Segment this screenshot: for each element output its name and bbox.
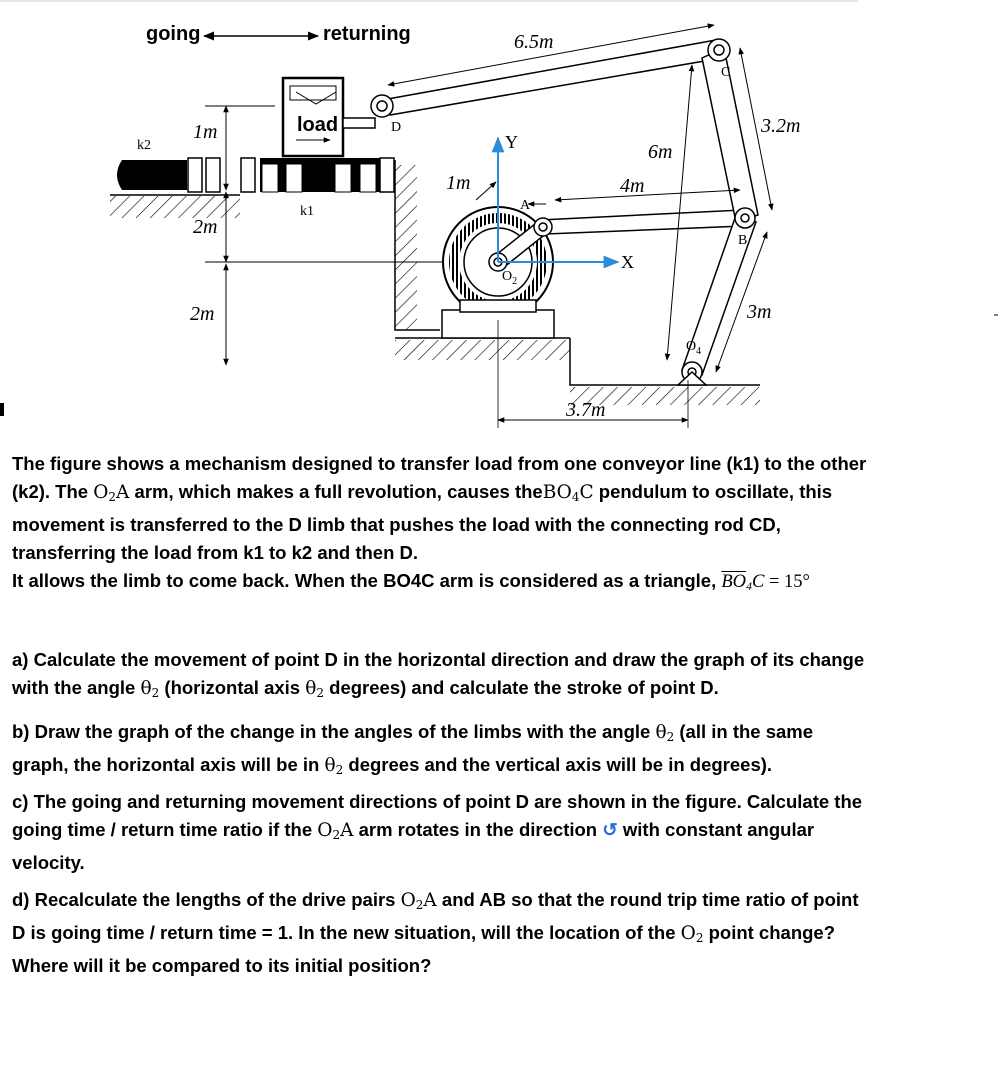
dim-1m-left: 1m (193, 121, 218, 143)
label-axis-x: X (621, 252, 634, 272)
question-c-line-1: c) The going and returning movement directions of point D are shown in the figure. Calculate the (12, 791, 863, 812)
intro-line-5: It allows the limb to come back. When the BO4C arm is considered as a triangle, $\overline{BO}_4C = 15^\circ$ (12, 570, 810, 593)
label-point-A: A (520, 198, 531, 213)
dim-2m-upper: 2m (193, 216, 218, 238)
problem-intro (12, 450, 987, 600)
question-d-line-1: d) Recalculate the lengths of the drive pairs $O_2A$ and AB so that the round trip time ratio of point (12, 889, 859, 912)
label-going: going (146, 23, 201, 45)
question-c (12, 788, 987, 877)
dim-6-5m: 6.5m (514, 31, 554, 53)
label-point-B: B (738, 233, 748, 248)
label-point-D: D (391, 120, 402, 135)
label-k2: k2 (137, 138, 151, 153)
intro-line-2: (k2). The $O_2A$ arm, which makes a full revolution, causes theBO$_4$C pendulum to oscillate, this (12, 481, 833, 504)
label-load: load (297, 114, 339, 136)
label-axis-y: Y (505, 132, 518, 152)
label-point-O2: $O_2$ (502, 269, 518, 287)
label-returning: returning (323, 23, 411, 45)
label-point-C: C (721, 65, 731, 80)
dim-1m-crank: 1m (446, 172, 471, 194)
rotation-direction-icon: ↺ (602, 819, 618, 840)
question-c-line-2: going time / return time ratio if the $O_2A$ arm rotates in the direction ↺ with constant angular (12, 819, 815, 842)
question-d-line-2: D is going time / return time = 1. In the new situation, will the location of the $O_2$ point change? (12, 922, 836, 945)
question-a (12, 646, 987, 707)
mechanism-figure (0, 0, 1000, 440)
dim-3-2m: 3.2m (761, 115, 801, 137)
question-a-line-2: with the angle $\theta_2$ (horizontal axis $\theta_2$ degrees) and calculate the stroke of point D. (12, 677, 719, 700)
label-point-O4: $O_4$ (686, 339, 702, 357)
intro-line-3: movement is transferred to the D limb that pushes the load with the connecting rod CD, (12, 514, 781, 535)
question-b-line-1: b) Draw the graph of the change in the angles of the limbs with the angle $\theta_2$ (all in the same (12, 721, 814, 744)
question-a-line-1: a) Calculate the movement of point D in the horizontal direction and draw the graph of its change (12, 649, 865, 670)
question-d-line-3: Where will it be compared to its initial position? (12, 955, 432, 976)
intro-line-1: The figure shows a mechanism designed to transfer load from one conveyor line (k1) to the other (12, 453, 867, 474)
dim-3-7m: 3.7m (566, 399, 606, 421)
intro-line-4: transferring the load from k1 to k2 and then D. (12, 542, 419, 563)
dim-4m: 4m (620, 175, 645, 197)
question-b (12, 718, 987, 784)
dim-6m: 6m (648, 141, 673, 163)
dim-2m-lower: 2m (190, 303, 215, 325)
question-b-line-2: graph, the horizontal axis will be in $\theta_2$ degrees and the vertical axis will be in degrees). (12, 754, 773, 777)
question-c-line-3: velocity. (12, 852, 85, 873)
dim-3m: 3m (747, 301, 772, 323)
label-k1: k1 (300, 204, 314, 219)
question-d (12, 886, 987, 980)
